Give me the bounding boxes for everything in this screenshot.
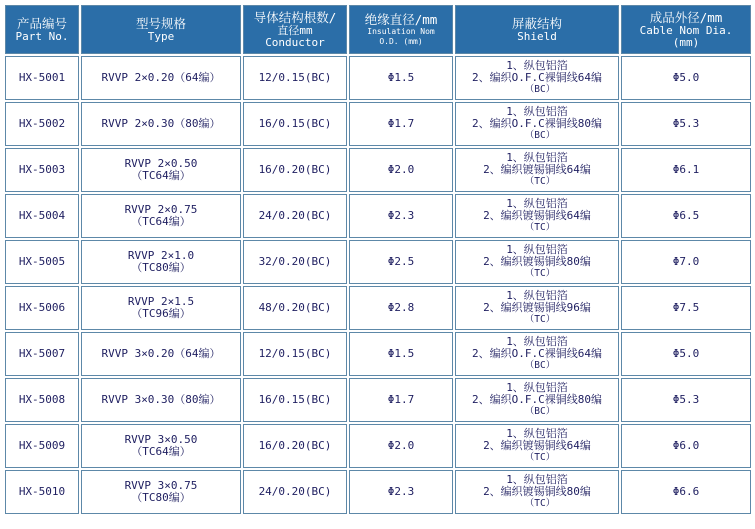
shield-line: 2、编织镀锡铜线64编 xyxy=(483,163,591,176)
table-row xyxy=(5,470,751,514)
shield-line: 1、纵包铝箔 xyxy=(506,151,568,164)
shield-line: （TC） xyxy=(524,176,556,187)
shield-line: （BC） xyxy=(524,406,556,417)
type-line: RVVP 2×1.0 xyxy=(127,249,195,262)
cable-dia-cell: Φ6.5 xyxy=(621,194,751,238)
shield-line: （BC） xyxy=(524,84,556,95)
type-line: RVVP 2×0.50 xyxy=(124,157,198,170)
type-cell xyxy=(81,148,241,192)
cable-dia-cell: Φ6.0 xyxy=(621,424,751,468)
conductor-cell: 24/0.20(BC) xyxy=(243,194,347,238)
type-cell xyxy=(81,286,241,330)
shield-line: 2、编织镀锡铜线64编 xyxy=(483,439,591,452)
table-row xyxy=(5,56,751,100)
header-insulation: 绝缘直径/mm Insulation Nom O.D. (mm) xyxy=(349,5,453,54)
part-number-cell: HX-5001 xyxy=(5,56,79,100)
cable-spec-table xyxy=(3,3,753,516)
shield-line: （TC） xyxy=(524,498,556,509)
part-number-cell: HX-5003 xyxy=(5,148,79,192)
type-line: （TC64编） xyxy=(131,169,191,182)
insulation-cell: Φ2.0 xyxy=(349,424,453,468)
shield-cell xyxy=(455,424,619,468)
conductor-cell: 48/0.20(BC) xyxy=(243,286,347,330)
shield-line: 2、编织镀锡铜线80编 xyxy=(483,255,591,268)
shield-cell xyxy=(455,102,619,146)
shield-line: 2、编织镀锡铜线96编 xyxy=(483,301,591,314)
type-cell xyxy=(81,470,241,514)
table-row xyxy=(5,332,751,376)
type-line: RVVP 3×0.20（64编） xyxy=(101,347,221,360)
shield-line: 2、编织O.F.C裸铜线80编 xyxy=(472,117,602,130)
conductor-cell: 12/0.15(BC) xyxy=(243,56,347,100)
type-line: （TC96编） xyxy=(131,307,191,320)
shield-cell xyxy=(455,194,619,238)
insulation-cell: Φ2.8 xyxy=(349,286,453,330)
type-line: RVVP 2×0.30（80编） xyxy=(101,117,221,130)
type-line: RVVP 3×0.30（80编） xyxy=(101,393,221,406)
type-cell xyxy=(81,424,241,468)
header-part-no: 产品编号 Part No. xyxy=(5,5,79,54)
cable-dia-cell: Φ7.5 xyxy=(621,286,751,330)
part-number-cell: HX-5004 xyxy=(5,194,79,238)
type-line: （TC80编） xyxy=(131,491,191,504)
header-conductor: 导体结构根数/ 直径mm Conductor xyxy=(243,5,347,54)
type-line: RVVP 2×0.75 xyxy=(124,203,198,216)
shield-cell xyxy=(455,56,619,100)
shield-line: 1、纵包铝箔 xyxy=(506,473,568,486)
part-number-cell: HX-5009 xyxy=(5,424,79,468)
insulation-cell: Φ2.5 xyxy=(349,240,453,284)
shield-line: （BC） xyxy=(524,130,556,141)
conductor-cell: 24/0.20(BC) xyxy=(243,470,347,514)
shield-line: 1、纵包铝箔 xyxy=(506,381,568,394)
shield-cell xyxy=(455,286,619,330)
table-row xyxy=(5,424,751,468)
shield-line: 2、编织镀锡铜线80编 xyxy=(483,485,591,498)
type-line: RVVP 3×0.50 xyxy=(124,433,198,446)
table-row xyxy=(5,286,751,330)
shield-cell xyxy=(455,240,619,284)
type-line: RVVP 2×0.20（64编） xyxy=(101,71,221,84)
conductor-cell: 16/0.20(BC) xyxy=(243,424,347,468)
cable-dia-cell: Φ6.6 xyxy=(621,470,751,514)
header-shield: 屏蔽结构 Shield xyxy=(455,5,619,54)
part-number-cell: HX-5005 xyxy=(5,240,79,284)
cable-dia-cell: Φ5.0 xyxy=(621,332,751,376)
shield-line: （TC） xyxy=(524,268,556,279)
shield-line: 1、纵包铝箔 xyxy=(506,105,568,118)
insulation-cell: Φ2.0 xyxy=(349,148,453,192)
type-cell xyxy=(81,56,241,100)
shield-line: 2、编织镀锡铜线64编 xyxy=(483,209,591,222)
shield-line: 1、纵包铝箔 xyxy=(506,335,568,348)
cable-dia-cell: Φ5.0 xyxy=(621,56,751,100)
type-line: （TC80编） xyxy=(131,261,191,274)
header-row xyxy=(5,5,751,54)
type-line: （TC64编） xyxy=(131,215,191,228)
cable-dia-cell: Φ5.3 xyxy=(621,102,751,146)
conductor-cell: 16/0.15(BC) xyxy=(243,378,347,422)
part-number-cell: HX-5006 xyxy=(5,286,79,330)
shield-line: 1、纵包铝箔 xyxy=(506,289,568,302)
cable-dia-cell: Φ6.1 xyxy=(621,148,751,192)
conductor-cell: 12/0.15(BC) xyxy=(243,332,347,376)
insulation-cell: Φ1.7 xyxy=(349,102,453,146)
spec-table-container xyxy=(3,3,753,516)
shield-line: 1、纵包铝箔 xyxy=(506,243,568,256)
table-row xyxy=(5,378,751,422)
cable-dia-cell: Φ7.0 xyxy=(621,240,751,284)
type-line: （TC64编） xyxy=(131,445,191,458)
conductor-cell: 16/0.20(BC) xyxy=(243,148,347,192)
conductor-cell: 32/0.20(BC) xyxy=(243,240,347,284)
header-cable-dia: 成品外径/mm Cable Nom Dia. (mm) xyxy=(621,5,751,54)
part-number-cell: HX-5002 xyxy=(5,102,79,146)
type-cell xyxy=(81,194,241,238)
table-row xyxy=(5,102,751,146)
type-cell xyxy=(81,102,241,146)
shield-cell xyxy=(455,378,619,422)
shield-line: 2、编织O.F.C裸铜线64编 xyxy=(472,347,602,360)
insulation-cell: Φ2.3 xyxy=(349,470,453,514)
type-cell xyxy=(81,332,241,376)
shield-cell xyxy=(455,148,619,192)
header-type: 型号规格 Type xyxy=(81,5,241,54)
part-number-cell: HX-5008 xyxy=(5,378,79,422)
shield-line: （TC） xyxy=(524,222,556,233)
shield-line: 2、编织O.F.C裸铜线80编 xyxy=(472,393,602,406)
type-line: RVVP 3×0.75 xyxy=(124,479,198,492)
shield-line: 1、纵包铝箔 xyxy=(506,427,568,440)
cable-dia-cell: Φ5.3 xyxy=(621,378,751,422)
shield-line: （BC） xyxy=(524,360,556,371)
shield-line: 1、纵包铝箔 xyxy=(506,59,568,72)
shield-line: 2、编织O.F.C裸铜线64编 xyxy=(472,71,602,84)
table-row xyxy=(5,148,751,192)
shield-line: （TC） xyxy=(524,314,556,325)
insulation-cell: Φ1.7 xyxy=(349,378,453,422)
insulation-cell: Φ1.5 xyxy=(349,56,453,100)
shield-line: 1、纵包铝箔 xyxy=(506,197,568,210)
type-cell xyxy=(81,240,241,284)
shield-cell xyxy=(455,332,619,376)
shield-cell xyxy=(455,470,619,514)
insulation-cell: Φ2.3 xyxy=(349,194,453,238)
table-row xyxy=(5,194,751,238)
table-row xyxy=(5,240,751,284)
conductor-cell: 16/0.15(BC) xyxy=(243,102,347,146)
type-line: RVVP 2×1.5 xyxy=(127,295,195,308)
part-number-cell: HX-5007 xyxy=(5,332,79,376)
insulation-cell: Φ1.5 xyxy=(349,332,453,376)
part-number-cell: HX-5010 xyxy=(5,470,79,514)
shield-line: （TC） xyxy=(524,452,556,463)
type-cell xyxy=(81,378,241,422)
